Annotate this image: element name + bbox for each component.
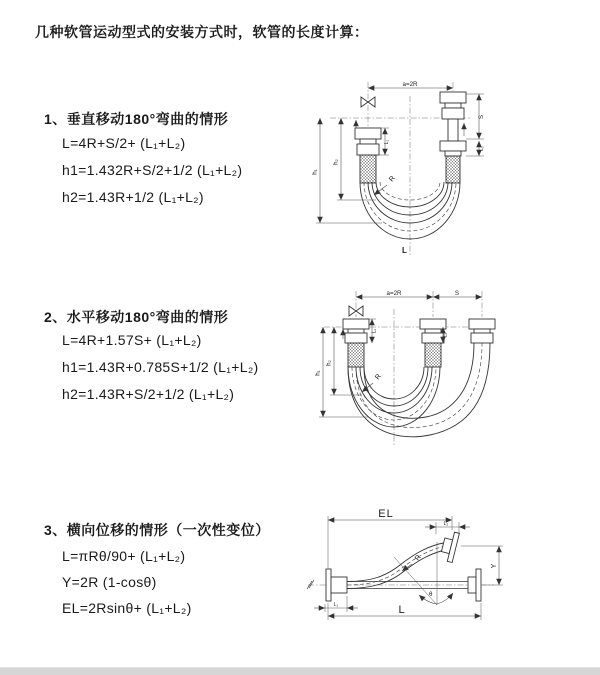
dim-label-y: Y — [491, 563, 498, 569]
middle-hose-fitting — [420, 319, 446, 367]
braided-hose-section — [348, 343, 364, 367]
diagram-vertical-180-bend — [310, 76, 600, 262]
braided-hose-section — [425, 343, 441, 367]
left-hose-fitting — [355, 128, 381, 183]
document-title: 几种软管运动型式的安装方式时，软管的长度计算： — [35, 24, 369, 40]
angle-arc — [437, 593, 453, 604]
dim-label-s: S — [454, 290, 460, 297]
dim-label-theta: θ — [429, 591, 433, 598]
diagram-lateral-displacement — [298, 500, 600, 658]
dim-label-l1: L₁ — [333, 602, 339, 608]
section-3-heading: 3、横向位移的情形（一次性变位） — [44, 522, 270, 538]
left-hose-fitting — [343, 319, 369, 367]
diagram-horizontal-180-bend — [310, 285, 600, 457]
dim-label-r: R — [374, 372, 383, 382]
dim-label-a2r: a=2R — [386, 290, 402, 297]
formula-line: L=4R+1.57S+ (L₁+L₂) — [62, 332, 202, 348]
tilted-flange-fitting — [440, 530, 460, 562]
dim-label-el: EL — [378, 508, 394, 520]
formula-line: L=4R+S/2+ (L₁+L₂) — [62, 135, 186, 151]
right-hose-fitting — [469, 319, 495, 343]
section-2-formulas — [62, 327, 259, 408]
page-bottom-edge — [0, 667, 600, 675]
right-hose-fitting — [440, 92, 466, 183]
formula-line: h1=1.43R+0.785S+1/2 (L₁+L₂) — [62, 359, 259, 375]
dim-label-h2: h₂ — [332, 159, 340, 165]
section-1-formulas — [62, 130, 242, 211]
dim-label-l: L — [398, 604, 406, 616]
centerline-break-icon — [307, 580, 314, 589]
left-flange-fitting — [326, 569, 347, 601]
formula-line: L=πRθ/90+ (L₁+L₂) — [62, 548, 186, 564]
dim-label-l: L — [402, 246, 407, 255]
braided-hose-section — [446, 156, 460, 183]
dim-label-r: R — [414, 553, 423, 563]
braided-hose-section — [360, 155, 376, 183]
dim-label-l2: L₂ — [442, 332, 449, 338]
formula-line: EL=2Rsinθ+ (L₁+L₂) — [62, 600, 192, 616]
section-3-formulas — [62, 543, 192, 621]
formula-line: h2=1.43R+1/2 (L₁+L₂) — [62, 189, 204, 205]
radius-leader — [374, 185, 387, 195]
dim-label-l2: L₂ — [479, 146, 485, 151]
section-2-heading: 2、水平移动180°弯曲的情形 — [44, 309, 229, 325]
angle-arc — [419, 595, 437, 604]
dim-label-l2: L₂ — [443, 521, 449, 527]
dim-label-s: S — [478, 114, 485, 120]
dim-label-a2r: a=2R — [402, 81, 418, 88]
formula-line: h2=1.43R+S/2+1/2 (L₁+L₂) — [62, 386, 235, 402]
dim-label-h2: h₂ — [325, 360, 333, 366]
dim-label-h1: h₁ — [311, 169, 319, 175]
dim-label-r: R — [388, 174, 397, 184]
dim-label-l1: L₁ — [371, 328, 378, 334]
dim-label-h1: h₁ — [314, 370, 322, 376]
dim-label-l1: L₁ — [384, 139, 390, 145]
section-1-heading: 1、垂直移动180°弯曲的情形 — [44, 111, 229, 127]
formula-line: h1=1.432R+S/2+1/2 (L₁+L₂) — [62, 162, 243, 178]
hose-moved-position — [348, 343, 490, 437]
formula-line: Y=2R (1-cosθ) — [62, 574, 157, 590]
